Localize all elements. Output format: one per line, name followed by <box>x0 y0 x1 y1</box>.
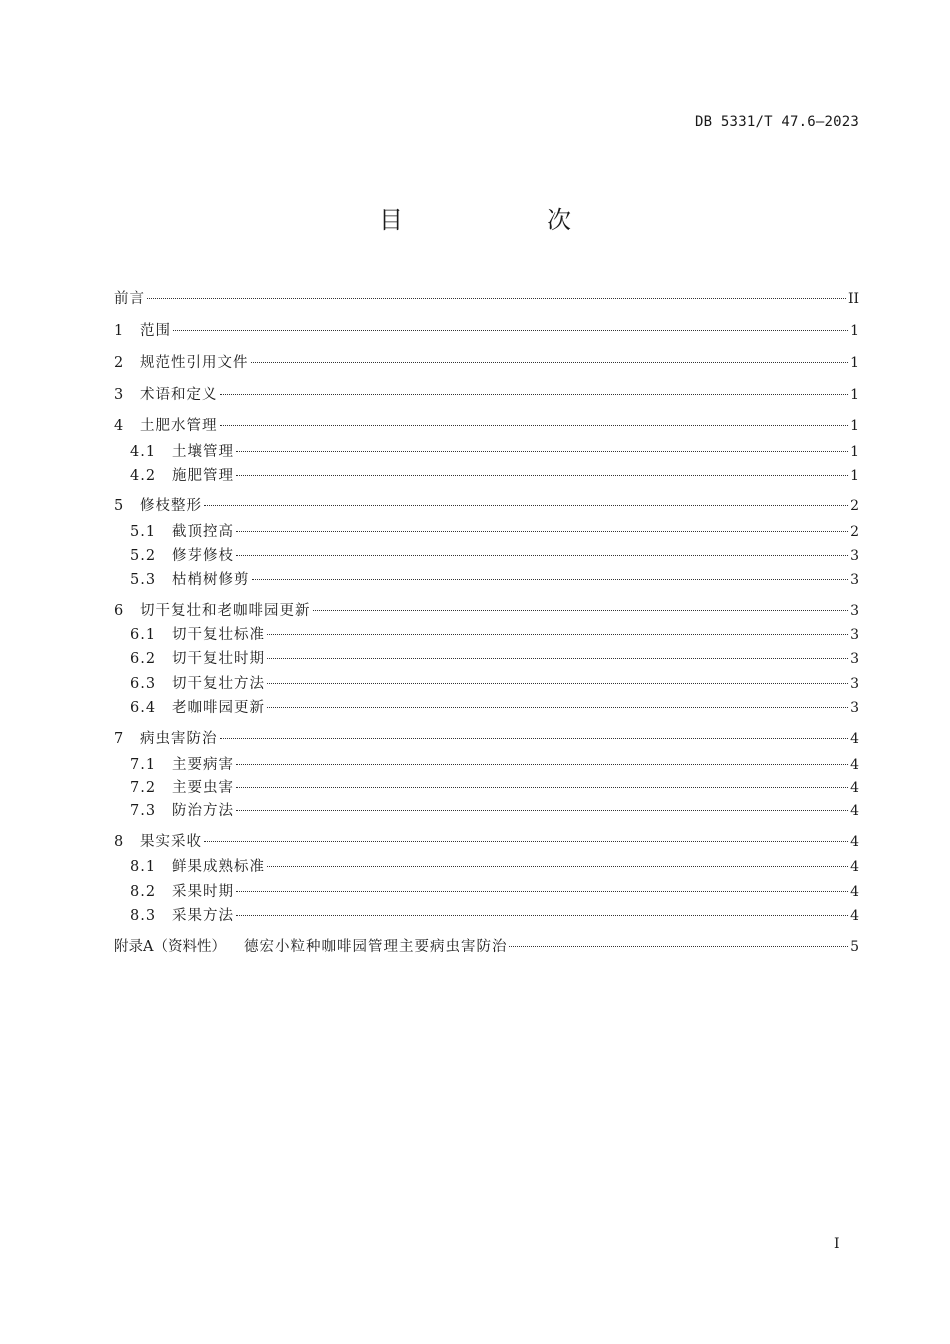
leader-dots <box>267 707 848 708</box>
toc-label: 老咖啡园更新 <box>172 700 265 716</box>
toc-entry-2[interactable] <box>114 353 859 373</box>
leader-dots <box>236 810 848 811</box>
toc-entry-6-2[interactable] <box>114 649 859 669</box>
toc-label: 主要病害 <box>172 757 234 773</box>
toc-number: 8.3 <box>130 908 157 924</box>
toc-entry-8-3[interactable] <box>114 906 859 926</box>
leader-dots <box>236 531 848 532</box>
toc-number: 5.3 <box>130 572 157 588</box>
toc-label: 土肥水管理 <box>140 418 218 434</box>
toc-entry-foreword[interactable] <box>114 289 859 309</box>
leader-dots <box>236 891 848 892</box>
toc-number: 7.1 <box>130 757 157 773</box>
toc-page: 4 <box>850 908 859 924</box>
toc-page: 4 <box>850 884 859 900</box>
toc-label: 截顶控高 <box>172 524 234 540</box>
toc-entry-4-1[interactable] <box>114 442 859 462</box>
toc-page: 1 <box>850 468 859 484</box>
toc-number: 6.1 <box>130 627 157 643</box>
toc-label: 果实采收 <box>140 834 202 850</box>
toc-label: 切干复壮时期 <box>172 651 265 667</box>
toc-page: 3 <box>850 700 859 716</box>
leader-dots <box>267 866 848 867</box>
toc-page: II <box>847 291 859 307</box>
toc-number: 1 <box>114 323 124 339</box>
leader-dots <box>236 451 848 452</box>
toc-label: 采果方法 <box>172 908 234 924</box>
toc-page: 4 <box>850 780 859 796</box>
toc-label: 采果时期 <box>172 884 234 900</box>
toc-page: 3 <box>850 548 859 564</box>
toc-label: 施肥管理 <box>172 468 234 484</box>
toc-number: 5.2 <box>130 548 157 564</box>
toc-number: 附录A（资料性） <box>114 939 226 955</box>
toc-entry-4-2[interactable] <box>114 466 859 486</box>
toc-page: 4 <box>850 859 859 875</box>
leader-dots <box>236 555 848 556</box>
toc-entry-5-3[interactable] <box>114 570 859 590</box>
leader-dots <box>204 841 848 842</box>
toc-number: 6 <box>114 603 124 619</box>
toc-entry-8-2[interactable] <box>114 882 859 902</box>
toc-page: 4 <box>850 803 859 819</box>
toc-entry-5-1[interactable] <box>114 522 859 542</box>
toc-number: 2 <box>114 355 124 371</box>
toc-entry-7-3[interactable] <box>114 801 859 821</box>
toc-number: 3 <box>114 387 124 403</box>
toc-number: 5 <box>114 498 124 514</box>
toc-number: 7.2 <box>130 780 157 796</box>
leader-dots <box>267 658 848 659</box>
leader-dots <box>220 394 849 395</box>
toc-label: 规范性引用文件 <box>140 355 249 371</box>
toc-label: 术语和定义 <box>140 387 218 403</box>
toc-number: 4.1 <box>130 444 157 460</box>
toc-page: 5 <box>850 939 859 955</box>
leader-dots <box>236 915 848 916</box>
toc-page: 1 <box>850 418 859 434</box>
toc-label: 土壤管理 <box>172 444 234 460</box>
toc-number: 6.4 <box>130 700 157 716</box>
toc-entry-7-1[interactable] <box>114 755 859 775</box>
toc-label: 德宏小粒种咖啡园管理主要病虫害防治 <box>243 939 508 955</box>
table-of-contents <box>114 0 859 1000</box>
leader-dots <box>236 787 848 788</box>
toc-entry-6[interactable] <box>114 601 859 621</box>
toc-entry-8-1[interactable] <box>114 857 859 877</box>
toc-entry-annex-a[interactable] <box>114 937 859 957</box>
toc-entry-5-2[interactable] <box>114 546 859 566</box>
toc-number: 4.2 <box>130 468 157 484</box>
toc-number: 8 <box>114 834 124 850</box>
toc-page: 3 <box>850 676 859 692</box>
leader-dots <box>220 738 849 739</box>
leader-dots <box>509 946 848 947</box>
leader-dots <box>236 475 848 476</box>
toc-page: 1 <box>850 323 859 339</box>
toc-label: 修枝整形 <box>140 498 202 514</box>
toc-page: 3 <box>850 603 859 619</box>
toc-number: 8.2 <box>130 884 157 900</box>
leader-dots <box>204 505 848 506</box>
toc-page: 2 <box>850 524 859 540</box>
toc-page: 4 <box>850 757 859 773</box>
toc-number: 6.2 <box>130 651 157 667</box>
leader-dots <box>173 330 848 331</box>
toc-number: 6.3 <box>130 676 157 692</box>
toc-label: 范围 <box>140 323 171 339</box>
toc-entry-3[interactable] <box>114 385 859 405</box>
leader-dots <box>267 634 848 635</box>
leader-dots <box>220 425 849 426</box>
document-code: DB 5331/T 47.6—2023 <box>695 114 859 130</box>
toc-page: 2 <box>850 498 859 514</box>
toc-label: 病虫害防治 <box>140 731 218 747</box>
toc-label: 防治方法 <box>172 803 234 819</box>
toc-page: 1 <box>850 355 859 371</box>
toc-label: 切干复壮方法 <box>172 676 265 692</box>
toc-entry-7[interactable] <box>114 729 859 749</box>
leader-dots <box>147 298 846 299</box>
toc-number: 7 <box>114 731 124 747</box>
toc-number: 5.1 <box>130 524 157 540</box>
toc-page: 3 <box>850 572 859 588</box>
toc-number: 4 <box>114 418 124 434</box>
toc-entry-8[interactable] <box>114 832 859 852</box>
leader-dots <box>252 579 849 580</box>
toc-label: 切干复壮标准 <box>172 627 265 643</box>
toc-number: 8.1 <box>130 859 157 875</box>
toc-label: 主要虫害 <box>172 780 234 796</box>
toc-label: 枯梢树修剪 <box>172 572 250 588</box>
leader-dots <box>267 683 848 684</box>
toc-page: 4 <box>850 834 859 850</box>
page-number: I <box>834 1236 840 1252</box>
toc-entry-6-3[interactable] <box>114 674 859 694</box>
toc-page: 3 <box>850 651 859 667</box>
toc-page: 3 <box>850 627 859 643</box>
toc-label: 切干复壮和老咖啡园更新 <box>140 603 311 619</box>
toc-label: 鲜果成熟标准 <box>172 859 265 875</box>
toc-entry-7-2[interactable] <box>114 778 859 798</box>
leader-dots <box>236 764 848 765</box>
page-title: 目 次 <box>379 206 631 234</box>
toc-entry-5[interactable] <box>114 496 859 516</box>
toc-entry-6-1[interactable] <box>114 625 859 645</box>
toc-number: 7.3 <box>130 803 157 819</box>
toc-entry-4[interactable] <box>114 416 859 436</box>
toc-page: 1 <box>850 444 859 460</box>
leader-dots <box>251 362 849 363</box>
toc-label: 修芽修枝 <box>172 548 234 564</box>
toc-page: 1 <box>850 387 859 403</box>
leader-dots <box>313 610 849 611</box>
toc-entry-6-4[interactable] <box>114 698 859 718</box>
toc-entry-1[interactable] <box>114 321 859 341</box>
toc-page: 4 <box>850 731 859 747</box>
toc-label: 前言 <box>114 291 145 307</box>
